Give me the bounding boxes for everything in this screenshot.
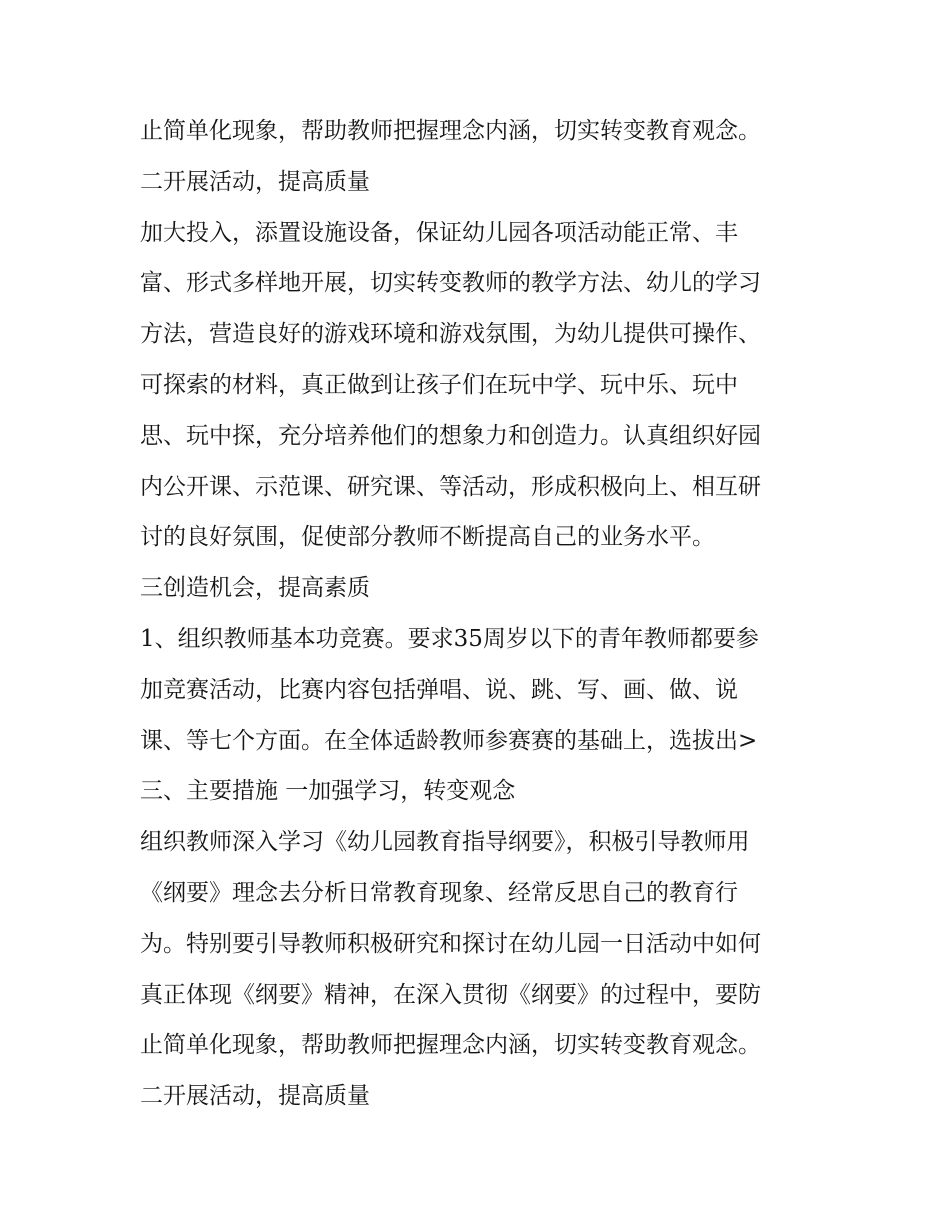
text-line: 真正体现《纲要》精神，在深入贯彻《纲要》的过程中，要防 (140, 981, 761, 1008)
text-line: 《纲要》理念去分析日常教育现象、经常反思自己的教育行 (140, 879, 738, 906)
text-line: 富、形式多样地开展，切实转变教师的教学方法、幼儿的学习 (140, 270, 761, 297)
section-heading: 三创造机会，提高素质 (140, 575, 370, 602)
text-line: 为。特别要引导教师积极研究和探讨在幼儿园一日活动中如何 (140, 930, 761, 957)
text-line: 止简单化现象，帮助教师把握理念内涵，切实转变教育观念。 (140, 1032, 761, 1059)
text-line: 加竞赛活动，比赛内容包括弹唱、说、跳、写、画、做、说 (140, 676, 738, 703)
text-line: 思、玩中探，充分培养他们的想象力和创造力。认真组织好园 (140, 422, 761, 449)
text-line: 组织教师深入学习《幼儿园教育指导纲要》，积极引导教师用 (140, 829, 750, 856)
text-line: 课、等七个方面。在全体适龄教师参赛赛的基础上，选拔出> (140, 727, 758, 754)
text-line: 1、组织教师基本功竞赛。要求35周岁以下的青年教师都要参 (140, 625, 759, 652)
text-line: 止简单化现象，帮助教师把握理念内涵，切实转变教育观念。 (140, 118, 761, 144)
text-line: 讨的良好氛围，促使部分教师不断提高自己的业务水平。 (140, 524, 715, 551)
section-heading: 二开展活动，提高质量 (140, 168, 370, 195)
section-heading: 二开展活动，提高质量 (140, 1083, 370, 1110)
section-heading: 三、主要措施 一加强学习，转变观念 (140, 778, 516, 805)
text-line: 内公开课、示范课、研究课、等活动，形成积极向上、相互研 (140, 473, 761, 500)
text-line: 可探索的材料，真正做到让孩子们在玩中学、玩中乐、玩中 (140, 371, 738, 398)
body-text (140, 106, 820, 1122)
text-line: 方法，营造良好的游戏环境和游戏氛围，为幼儿提供可操作、 (140, 321, 761, 348)
text-line: 加大投入，添置设施设备，保证幼儿园各项活动能正常、丰 (140, 219, 738, 246)
